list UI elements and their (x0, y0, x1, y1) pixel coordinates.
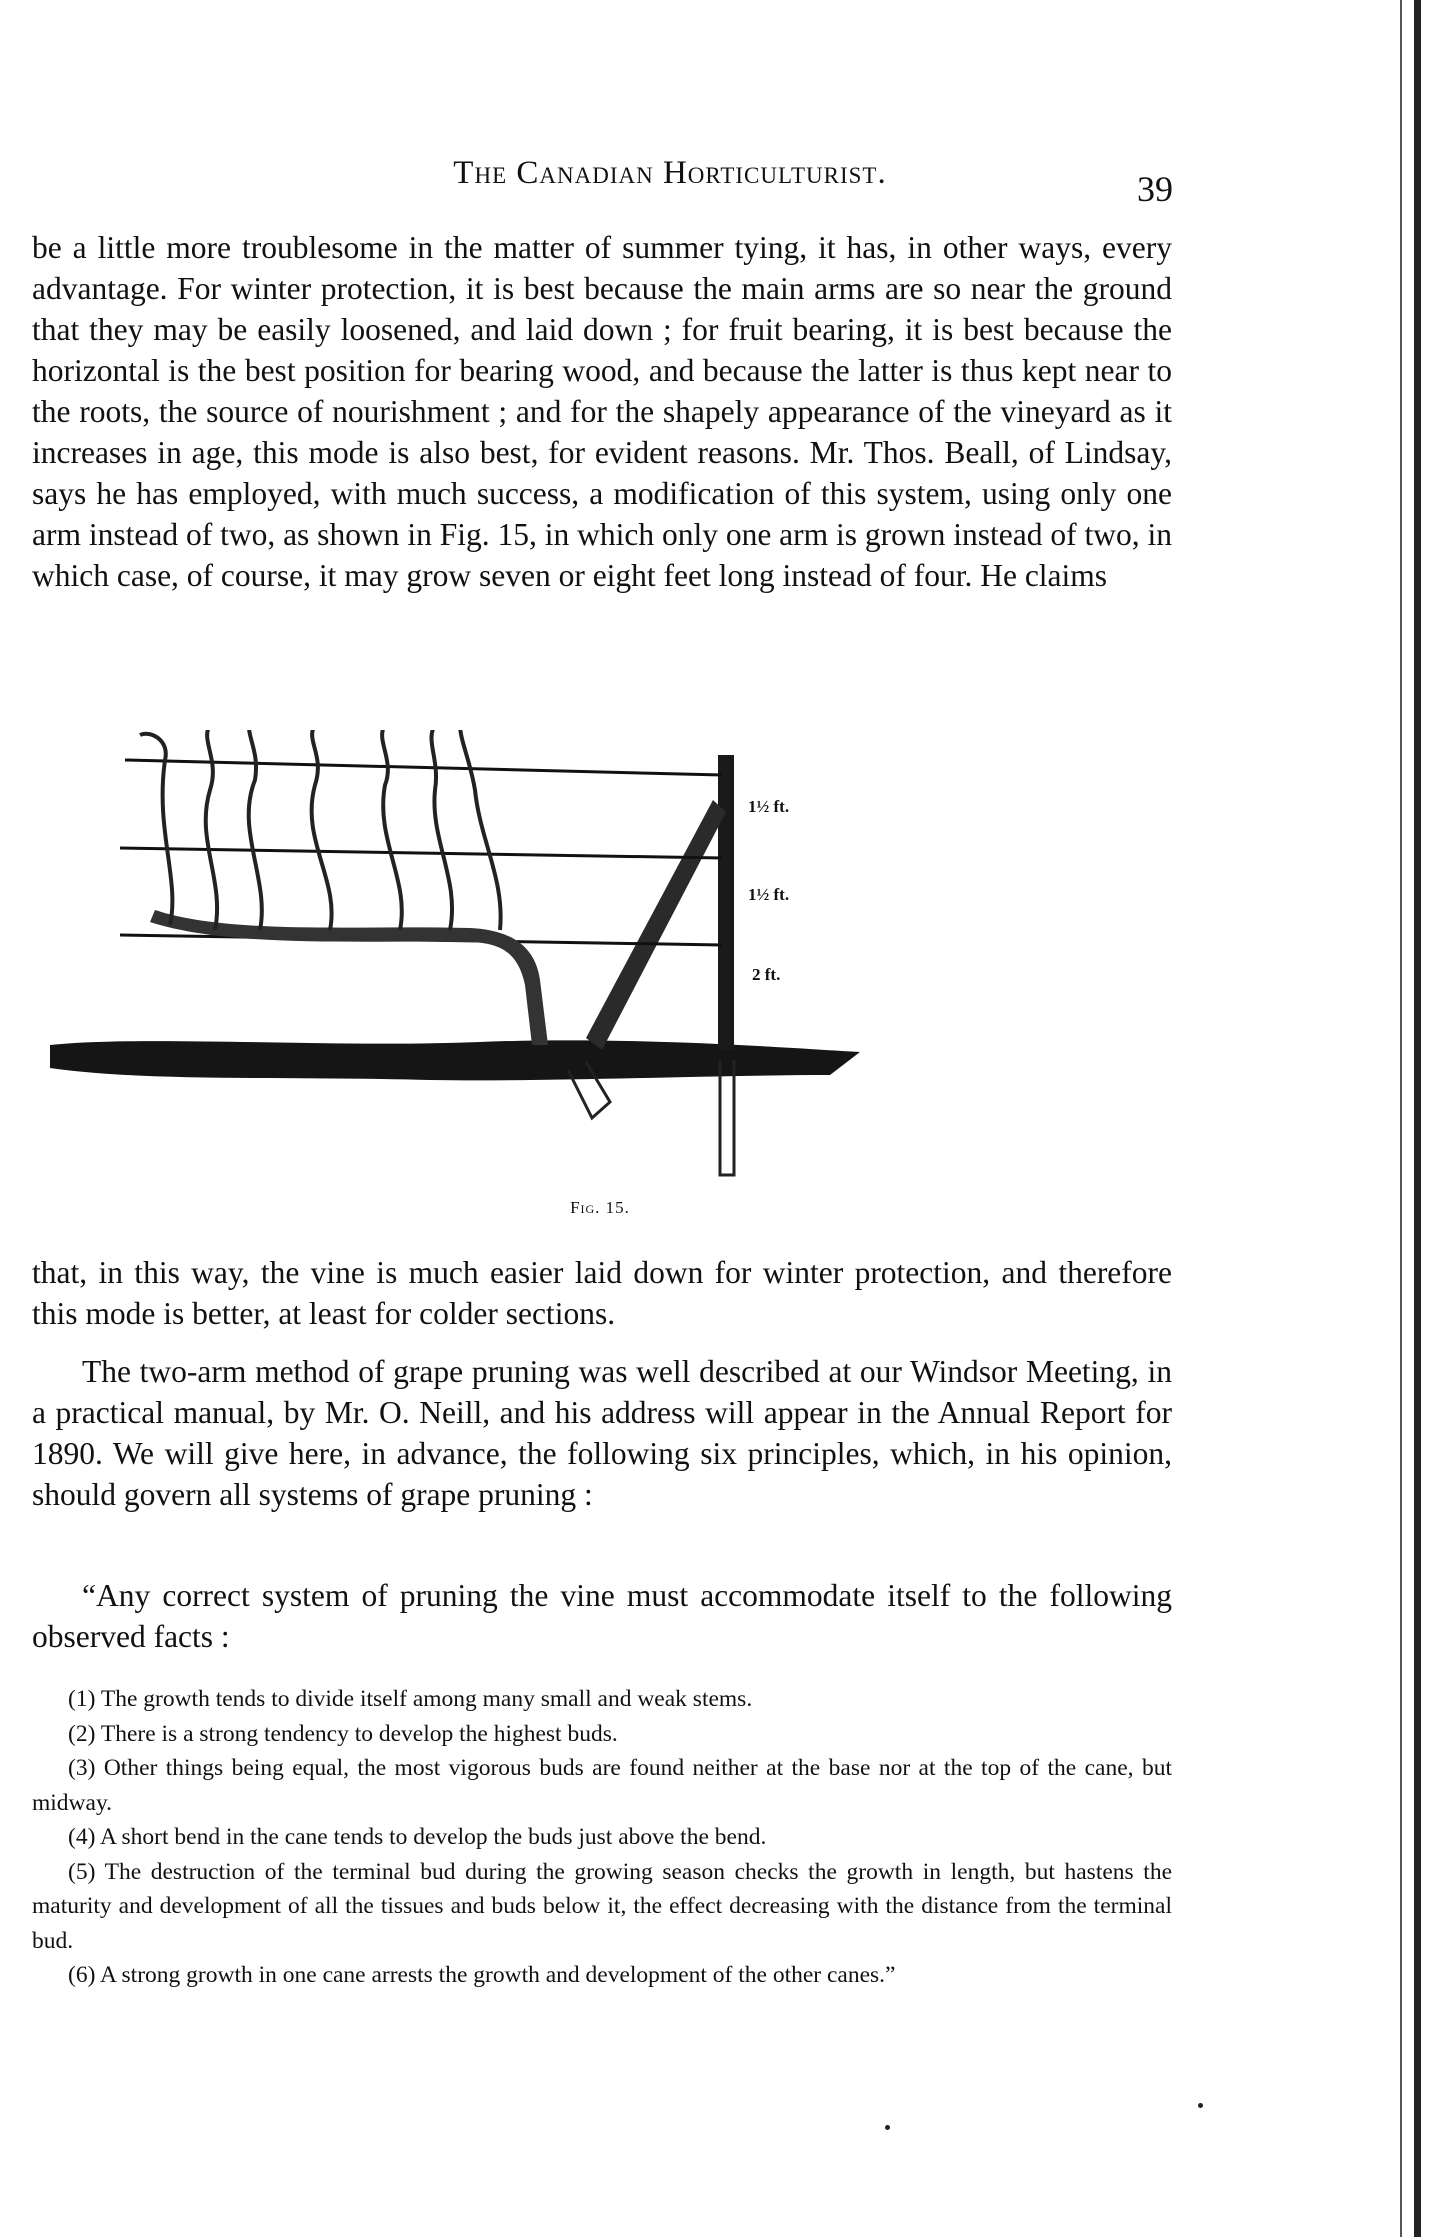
trellis-brace (586, 800, 726, 1050)
print-speck (1198, 2103, 1203, 2108)
principle-3: (3) Other things being equal, the most vigorous buds are found neither at the base nor at the top of the cane, but midway. (32, 1755, 1172, 1816)
spacing-label-top: 1½ ft. (748, 797, 790, 816)
running-head: The Canadian Horticulturist. (453, 155, 887, 191)
paragraph-continuation (32, 227, 1172, 596)
paragraph-two-arm-text: The two-arm method of grape pruning was well described at our Windsor Meeting, in a practical manual, by Mr. O. Neill, and his address will appear in the Annual Report for 1890. We will give here, in advance, the following six principles, which, in his opinion, should govern all systems of grape pruning : (32, 1354, 1172, 1512)
figure-caption: Fig. 15. (570, 1198, 630, 1217)
paragraph-two-arm-method (32, 1351, 1172, 1515)
page-number: 39 (1137, 169, 1173, 209)
principle-4: (4) A short bend in the cane tends to develop the buds just above the bend. (68, 1824, 767, 1850)
vine-arm (150, 910, 548, 1045)
spacing-label-bottom: 2 ft. (752, 965, 781, 984)
spacing-label-middle: 1½ ft. (748, 885, 790, 904)
principle-5: (5) The destruction of the terminal bud during the growing season checks the growth in length, but hastens the maturity and development of all the tissues and buds below it, the effect decreasing with the distance from the terminal bud. (32, 1858, 1172, 1954)
principle-2: (2) There is a strong tendency to develop the highest buds. (68, 1720, 618, 1747)
paragraph-after-figure (32, 1252, 1172, 1334)
post-below-ground (720, 1060, 734, 1175)
trellis-post (718, 755, 734, 1050)
paragraph-continuation-text: be a little more troublesome in the matter of summer tying, it has, in other ways, every advantage. For winter protection, it is best because the main arms are so near the ground that they may be easily loosened, and laid down ; for fruit bearing, it is best because the horizontal is the best position for bearing wood, and because the latter is thus kept near to the roots, the source of nourishment ; and for the shapely appearance of the vineyard as it increases in age, this mode is also best, for evident reasons. Mr. Thos. Beall, of Lindsay, says he has employed, with much success, a modification of this system, using only one arm instead of two, as shown in Fig. 15, in which only one arm is grown instead of two, in which case, of course, it may grow seven or eight feet long instead of four. He claims (32, 230, 1172, 593)
vine-canes (140, 730, 501, 930)
page-edge-shadow-thin (1400, 0, 1402, 2237)
page-edge-shadow (1414, 0, 1421, 2237)
principle-6: (6) A strong growth in one cane arrests the growth and development of the other canes.” (68, 1962, 896, 1988)
paragraph-after-figure-text: that, in this way, the vine is much easier laid down for winter protection, and therefore this mode is better, at least for colder sections. (32, 1255, 1172, 1331)
ground (50, 1040, 860, 1080)
print-speck (885, 2125, 890, 2130)
trellis-illustration (30, 730, 1150, 1210)
paragraph-quote-intro-text: “Any correct system of pruning the vine must accommodate itself to the following observed facts : (32, 1578, 1172, 1654)
principles-list (32, 1682, 1172, 1993)
principle-1: (1) The growth tends to divide itself among many small and weak stems. (68, 1686, 753, 1712)
paragraph-quote-intro (32, 1575, 1172, 1657)
